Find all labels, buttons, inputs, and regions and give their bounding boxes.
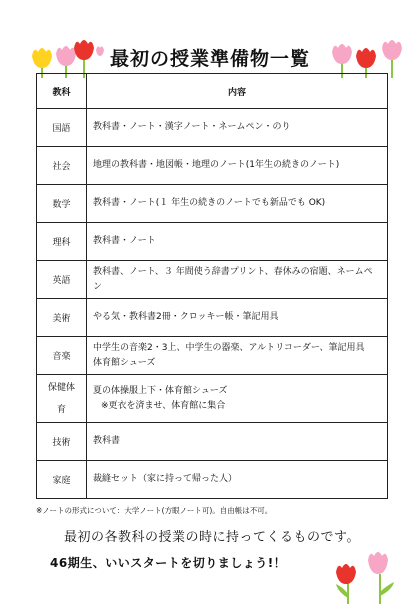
contents-cell <box>87 299 388 337</box>
subject-cell: 家庭 <box>37 461 87 499</box>
subject-cell: 数学 <box>37 185 87 223</box>
subject-cell: 技術 <box>37 423 87 461</box>
subject-cell: 美術 <box>37 299 87 337</box>
table-row <box>37 461 388 499</box>
contents-cell <box>87 423 388 461</box>
subject-cell: 社会 <box>37 147 87 185</box>
contents-line: 夏の体操服上下・体育館シューズ <box>93 385 228 396</box>
subject-cell: 音楽 <box>37 337 87 375</box>
table-row <box>37 147 388 185</box>
table-row <box>37 337 388 375</box>
contents-cell <box>87 223 388 261</box>
tulip-decoration-bottom-right <box>328 548 408 604</box>
subject-cell: 英語 <box>37 261 87 299</box>
subject-cell <box>37 375 87 423</box>
table-header-row <box>37 74 388 109</box>
contents-line: 中学生の音楽2・3上、中学生の器楽、アルトリコーダー、筆記用具 <box>93 342 365 353</box>
contents-line: 裁縫セット（家に持って帰った人） <box>93 474 238 484</box>
subject-cell: 理科 <box>37 223 87 261</box>
closing-greeting: 46期生、いいスタートを切りましょう!！ <box>50 556 287 570</box>
subject-cell: 国語 <box>37 109 87 147</box>
contents-cell <box>87 185 388 223</box>
contents-cell <box>87 375 388 423</box>
notebook-format-note: ※ノートの形式について：大学ノート(方眼ノート可)。自由帳は不可。 <box>36 506 273 515</box>
contents-cell <box>87 337 388 375</box>
contents-line: 教科書、ノート、３ 年間使う辞書プリント、春休みの宿題、ネームペン <box>93 266 373 292</box>
subject-label: 保健体育 <box>47 382 75 415</box>
table-row <box>37 299 388 337</box>
supplies-table <box>36 73 388 499</box>
contents-line: 教科書・ノート・漢字ノート・ネームペン・のり <box>93 122 291 132</box>
contents-line: ※更衣を済ませ、体育館に集合 <box>101 400 226 411</box>
table-row <box>37 375 388 423</box>
table-row <box>37 423 388 461</box>
contents-line: 教科書 <box>93 436 121 446</box>
contents-cell <box>87 461 388 499</box>
table-row <box>37 261 388 299</box>
table-row <box>37 109 388 147</box>
table-row <box>37 223 388 261</box>
contents-line: 教科書・ノート(１ 年生の続きのノートでも新品でも OK) <box>93 198 326 208</box>
contents-cell <box>87 261 388 299</box>
contents-line: やる気・教科書2冊・クロッキー帳・筆記用具 <box>93 312 279 322</box>
table-row <box>37 185 388 223</box>
contents-line: 教科書・ノート <box>93 236 156 246</box>
closing-message: 最初の各教科の授業の時に持ってくるものです。 <box>64 530 360 545</box>
column-header-contents: 内容 <box>87 74 388 109</box>
column-header-subject: 教科 <box>37 74 87 109</box>
contents-cell <box>87 147 388 185</box>
page-title: 最初の授業準備物一覧 <box>109 48 310 70</box>
contents-line: 地理の教科書・地図帳・地理のノート(1年生の続きのノート) <box>93 160 340 170</box>
contents-line: 体育館シューズ <box>93 357 156 368</box>
contents-cell <box>87 109 388 147</box>
